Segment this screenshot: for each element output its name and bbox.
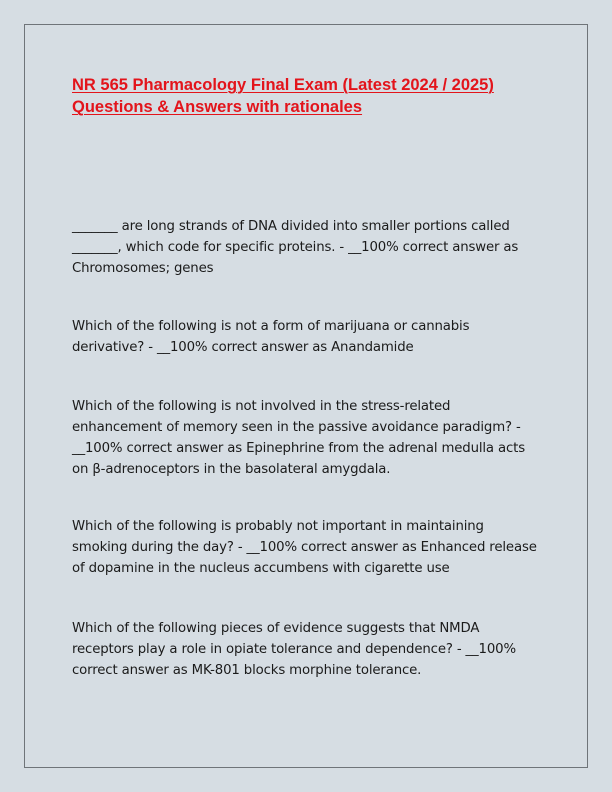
document-title: NR 565 Pharmacology Final Exam (Latest 2024 / 2025) Questions & Answers with rationales [72, 76, 494, 116]
question-answer-item: Which of the following is probably not important in maintaining smoking during the day? - __100% correct answer as Enhanced release of dopamine in the nucleus accumbens with cigarette use [72, 519, 537, 576]
question-answer-item: _______ are long strands of DNA divided into smaller portions called _______, which code for specific proteins. - __100% correct answer as Chromosomes; genes [72, 219, 519, 276]
question-answer-item: Which of the following is not involved in the stress-related enhancement of memory seen in the passive avoidance paradigm? - __100% correct answer as Epinephrine from the adrenal medulla acts on β-adrenoceptors in the basolateral amygdala. [72, 399, 526, 477]
question-answer-item: Which of the following is not a form of marijuana or cannabis derivative? - __100% correct answer as Anandamide [72, 319, 470, 355]
question-answer-item: Which of the following pieces of evidence suggests that NMDA receptors play a role in opiate tolerance and dependence? - __100% correct answer as MK-801 blocks morphine tolerance. [72, 621, 516, 678]
